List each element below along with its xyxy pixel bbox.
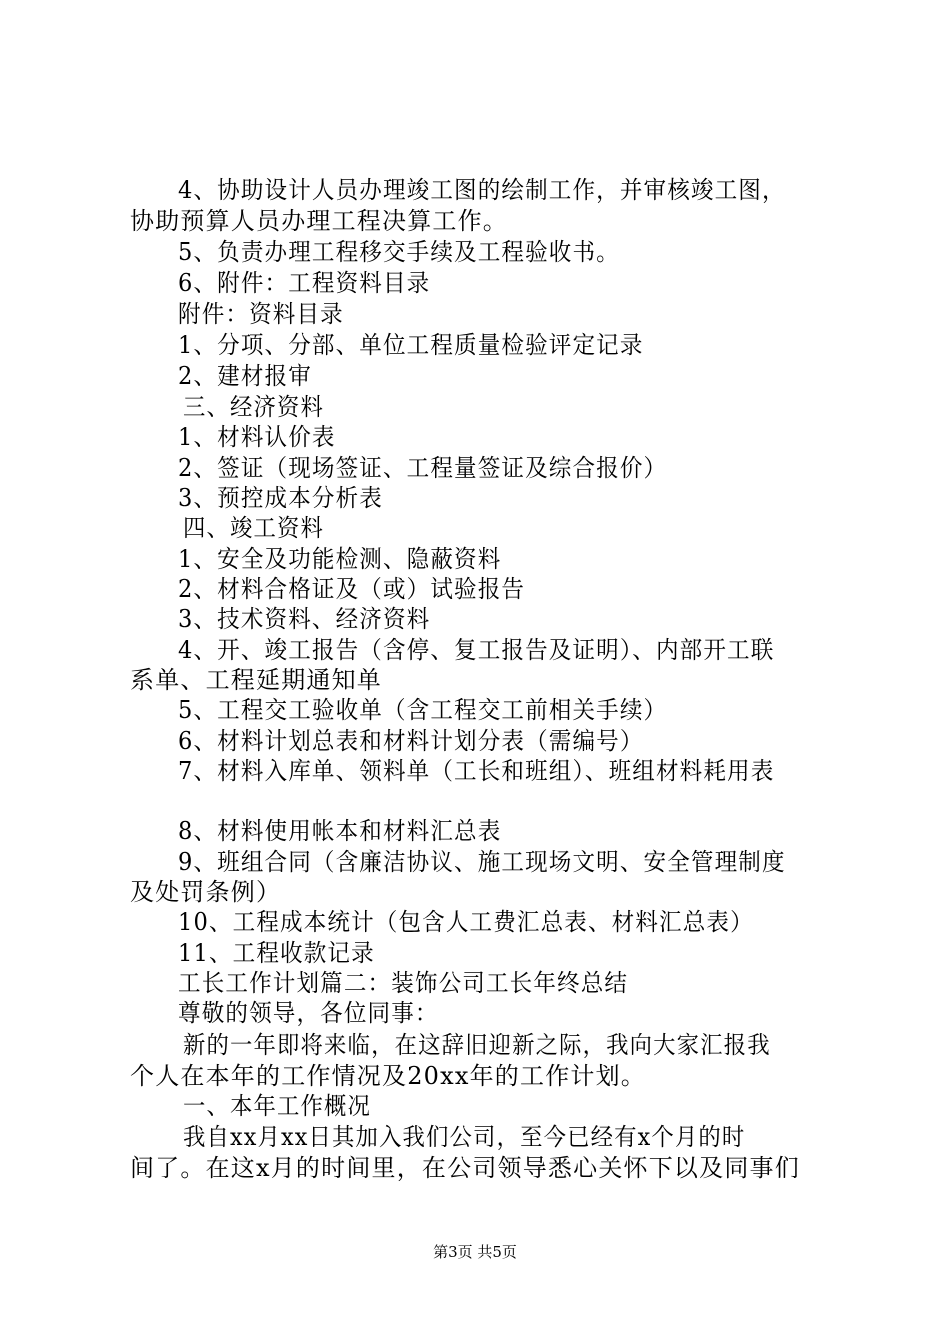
- chapter-title: 工长工作计划篇二：装饰公司工长年终总结: [178, 969, 629, 997]
- text-line: 4、协助设计人员办理竣工图的绘制工作，并审核竣工图，: [178, 176, 786, 204]
- text-line: 9、班组合同（含廉洁协议、施工现场文明、安全管理制度: [178, 848, 786, 876]
- text-line: 10、工程成本统计（包含人工费汇总表、材料汇总表）: [178, 908, 754, 936]
- text-line: 间了。在这x月的时间里，在公司领导悉心关怀下以及同事们: [130, 1154, 800, 1182]
- salutation: 尊敬的领导，各位同事：: [178, 999, 439, 1027]
- text-line: 附件：资料目录: [178, 300, 344, 328]
- text-line: 3、技术资料、经济资料: [178, 605, 431, 633]
- text-line: 2、材料合格证及（或）试验报告: [178, 575, 526, 603]
- text-line: 7、材料入库单、领料单（工长和班组）、班组材料耗用表: [178, 757, 775, 785]
- text-line: 系单、工程延期通知单: [130, 666, 382, 694]
- text-line: 11、工程收款记录: [178, 939, 375, 967]
- text-line: 3、预控成本分析表: [178, 484, 383, 512]
- text-line: 6、材料计划总表和材料计划分表（需编号）: [178, 727, 644, 755]
- text-line: 6、附件：工程资料目录: [178, 269, 431, 297]
- text-line: 协助预算人员办理工程决算工作。: [130, 207, 508, 235]
- text-line: 2、建材报审: [178, 362, 312, 390]
- section-heading: 一、本年工作概况: [183, 1092, 372, 1120]
- text-line: 新的一年即将来临，在这辞旧迎新之际，我向大家汇报我: [183, 1031, 771, 1059]
- section-heading: 四、竣工资料: [183, 514, 325, 542]
- page-footer: 第3页 共5页: [433, 1243, 517, 1261]
- text-line: 5、负责办理工程移交手续及工程验收书。: [178, 238, 620, 266]
- text-line: 个人在本年的工作情况及20xx年的工作计划。: [130, 1062, 647, 1090]
- section-heading: 三、经济资料: [183, 393, 325, 421]
- text-line: 2、签证（现场签证、工程量签证及综合报价）: [178, 454, 668, 482]
- text-line: 我自xx月xx日其加入我们公司，至今已经有x个月的时: [183, 1123, 746, 1151]
- text-line: 4、开、竣工报告（含停、复工报告及证明）、内部开工联: [178, 636, 775, 664]
- text-line: 5、工程交工验收单（含工程交工前相关手续）: [178, 696, 668, 724]
- text-line: 1、材料认价表: [178, 423, 336, 451]
- text-line: 8、材料使用帐本和材料汇总表: [178, 817, 502, 845]
- text-line: 1、安全及功能检测、隐蔽资料: [178, 545, 502, 573]
- text-line: 1、分项、分部、单位工程质量检验评定记录: [178, 331, 644, 359]
- text-line: 及处罚条例）: [130, 878, 282, 906]
